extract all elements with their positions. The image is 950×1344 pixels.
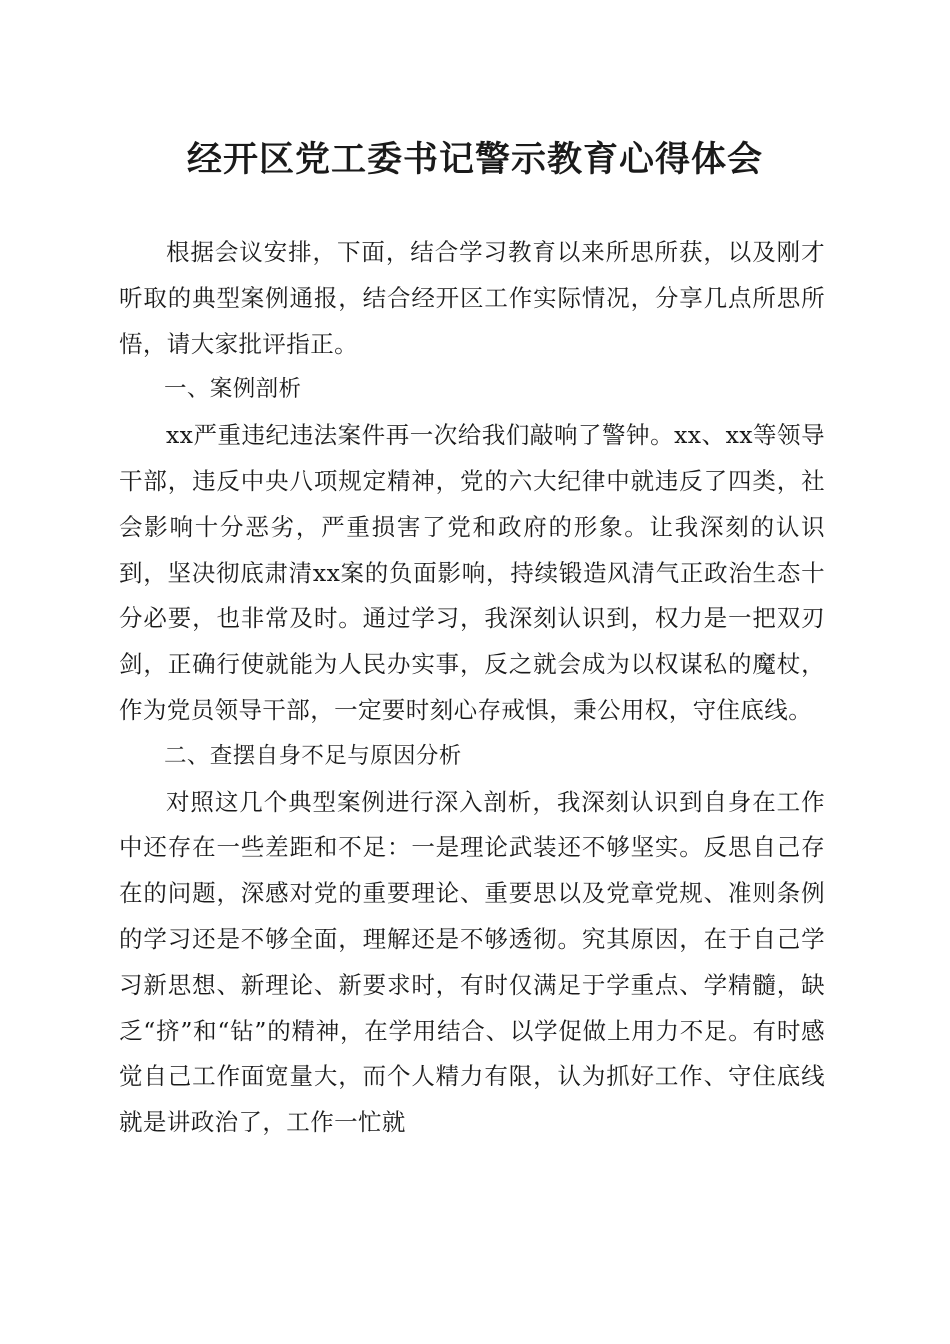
- document-title: 经开区党工委书记警示教育心得体会: [186, 139, 763, 180]
- body-paragraph: 根据会议安排，下面，结合学习教育以来所思所获，以及刚才听取的典型案例通报，结合经开区工作实际情况，分享几点所思所悟，请大家批评指正。: [119, 238, 825, 358]
- section-heading: 一、案例剖析: [164, 376, 302, 403]
- section-heading: 二、查摆自身不足与原因分析: [164, 742, 462, 769]
- document-body: [119, 230, 825, 1146]
- body-paragraph: xx严重违纪违法案件再一次给我们敲响了警钟。xx、xx等领导干部，违反中央八项规定精神，党的六大纪律中就违反了四类，社会影响十分恶劣，严重损害了党和政府的形象。让我深刻的认识到，坚决彻底肃清xx案的负面影响，持续锻造风清气正政治生态十分必要，也非常及时。通过学习，我深刻认识到，权力是一把双刃剑，正确行使就能为人民办实事，反之就会成为以权谋私的魔杖，作为党员领导干部，一定要时刻心存戒惧，秉公用权，守住底线。: [119, 421, 825, 724]
- body-paragraph: 对照这几个典型案例进行深入剖析，我深刻认识到自身在工作中还存在一些差距和不足：一是理论武装还不够坚实。反思自己存在的问题，深感对党的重要理论、重要思以及党章党规、准则条例的学习还是不够全面，理解还是不够透彻。究其原因，在于自己学习新思想、新理论、新要求时，有时仅满足于学重点、学精髓，缺乏“挤”和“钻”的精神，在学用结合、以学促做上用力不足。有时感觉自己工作面宽量大，而个人精力有限，认为抓好工作、守住底线就是讲政治了，工作一忙就: [119, 787, 825, 1137]
